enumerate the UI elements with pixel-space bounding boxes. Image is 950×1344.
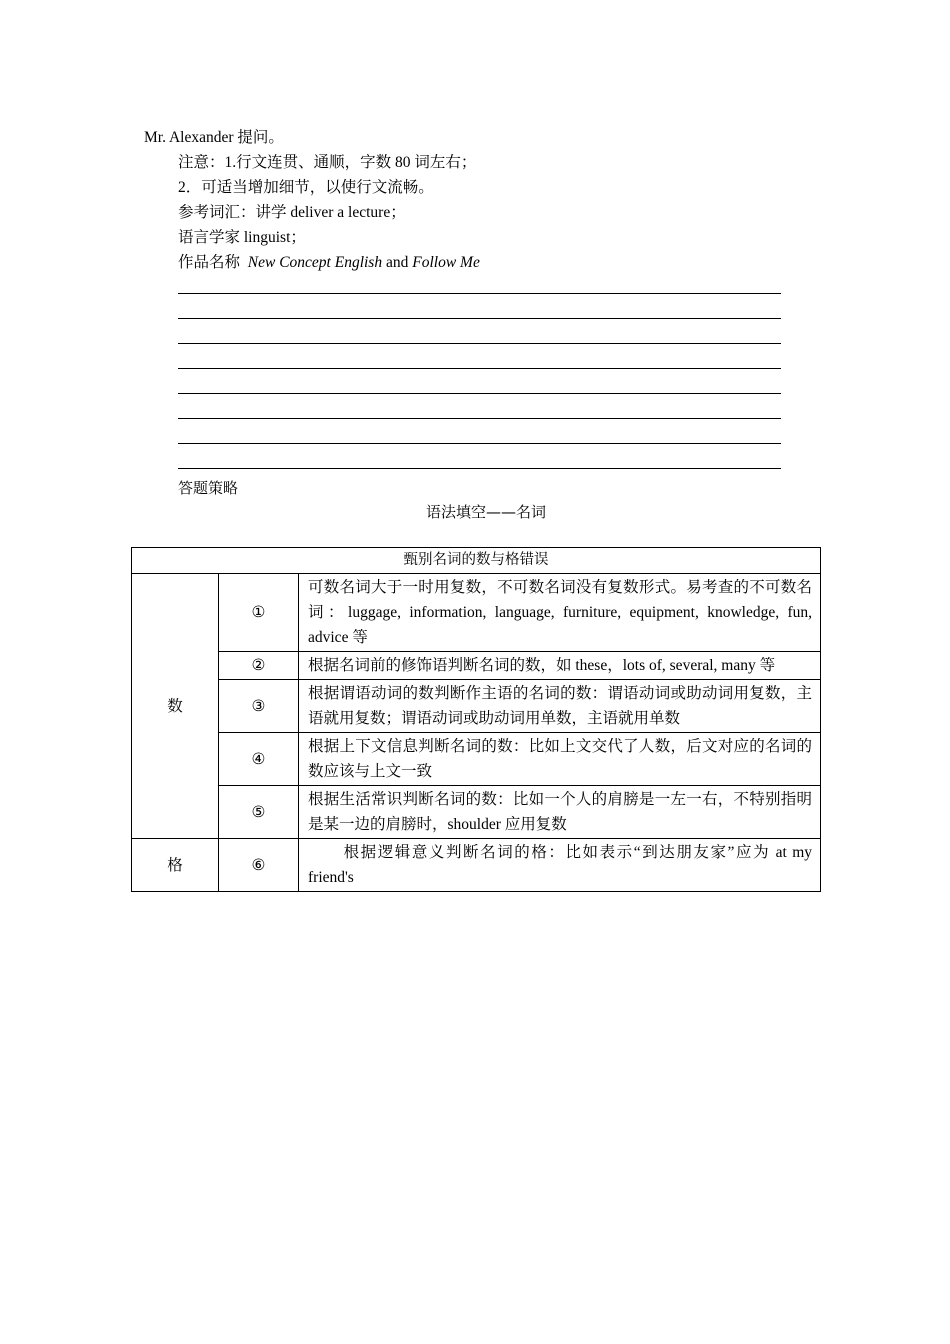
row-number: ①: [219, 574, 299, 652]
row-number: ⑤: [219, 786, 299, 839]
answer-line[interactable]: [178, 443, 781, 444]
intro-line: Mr. Alexander 提问。: [144, 129, 284, 146]
table-row: [132, 839, 821, 892]
vocab-2: 语言学家 linguist；: [178, 229, 306, 246]
work-title-1: New Concept English: [247, 254, 383, 271]
answer-line[interactable]: [178, 368, 781, 369]
section-title: 语法填空——名词: [426, 503, 547, 521]
table-header: 甄别名词的数与格错误: [132, 548, 821, 574]
row-text: 根据生活常识判断名词的数：比如一个人的肩膀是一左一右，不特别指明是某一边的肩膀时，shoulder 应用复数: [299, 786, 821, 839]
table-row: [132, 652, 821, 680]
table-row: [132, 574, 821, 652]
strategy-label: 答题策略: [178, 479, 239, 497]
row-number: ④: [219, 733, 299, 786]
works-and: and: [382, 254, 413, 271]
answer-line[interactable]: [178, 318, 781, 319]
answer-line[interactable]: [178, 343, 781, 344]
group-number-cell: 数: [132, 574, 219, 839]
row-text: 根据谓语动词的数判断作主语的名词的数：谓语动词或助动词用复数，主语就用复数；谓语动词或助动词用单数，主语就用单数: [299, 680, 821, 733]
row-text: 根据名词前的修饰语判断名词的数，如 these，lots of, several, many 等: [299, 652, 821, 680]
table-row: [132, 733, 821, 786]
group-case-cell: 格: [132, 839, 219, 892]
row-text-content: 根据逻辑意义判断名词的格：比如表示“到达朋友家”应为 at my friend's: [308, 844, 813, 886]
row-text: 可数名词大于一时用复数，不可数名词没有复数形式。易考查的不可数名词：luggage, information, language, furniture, equipment, knowledge, fun, advice 等: [299, 574, 821, 652]
note-1: 注意：1.行文连贯、通顺，字数 80 词左右；: [178, 154, 477, 171]
vocab-1: 参考词汇：讲学 deliver a lecture；: [178, 204, 406, 221]
answer-line[interactable]: [178, 418, 781, 419]
table-row: [132, 680, 821, 733]
table-header-row: [132, 548, 821, 574]
row-number: ⑥: [219, 839, 299, 892]
row-number: ②: [219, 652, 299, 680]
row-text: 根据上下文信息判断名词的数：比如上文交代了人数，后文对应的名词的数应该与上文一致: [299, 733, 821, 786]
work-title-2: Follow Me: [412, 254, 480, 271]
works-line: [178, 253, 480, 273]
row-number: ③: [219, 680, 299, 733]
answer-line[interactable]: [178, 468, 781, 469]
answer-line[interactable]: [178, 393, 781, 394]
noun-rules-table: [131, 547, 821, 892]
works-prefix: 作品名称: [178, 254, 248, 271]
table-row: [132, 786, 821, 839]
answer-line[interactable]: [178, 293, 781, 294]
note-2: 2．可适当增加细节，以使行文流畅。: [178, 179, 434, 196]
row-text: [299, 839, 821, 892]
